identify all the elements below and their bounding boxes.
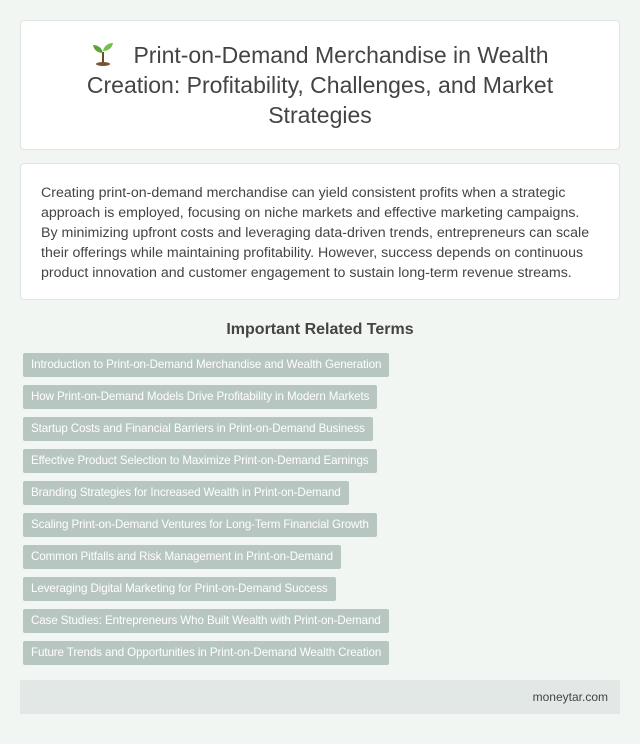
related-term-tag[interactable]: Case Studies: Entrepreneurs Who Built Wealth with Print-on-Demand — [23, 609, 389, 633]
title-card — [20, 20, 620, 150]
related-terms-list — [23, 353, 623, 673]
footer-site-link[interactable]: moneytar.com — [532, 690, 608, 704]
page-title-text: Print-on-Demand Merchandise in Wealth Creation: Profitability, Challenges, and Market Strategies — [86, 42, 554, 128]
related-term-tag[interactable]: Branding Strategies for Increased Wealth in Print-on-Demand — [23, 481, 349, 505]
related-term-tag[interactable]: Future Trends and Opportunities in Print-on-Demand Wealth Creation — [23, 641, 389, 665]
summary-card — [20, 163, 620, 300]
related-term-tag[interactable]: Leveraging Digital Marketing for Print-on-Demand Success — [23, 577, 336, 601]
summary-text: Creating print-on-demand merchandise can yield consistent profits when a strategic approach is employed, focusing on niche markets and effective marketing campaigns. By minimizing upfront costs and leveraging data-driven trends, entrepreneurs can scale their offerings while maintaining profitability. However, success depends on continuous product innovation and customer engagement to sustain long-term revenue streams. — [41, 185, 590, 281]
related-term-tag[interactable]: Common Pitfalls and Risk Management in Print-on-Demand — [23, 545, 341, 569]
related-term-tag[interactable]: Scaling Print-on-Demand Ventures for Long-Term Financial Growth — [23, 513, 377, 537]
related-term-tag[interactable]: Effective Product Selection to Maximize Print-on-Demand Earnings — [23, 449, 377, 473]
related-term-tag[interactable]: Startup Costs and Financial Barriers in Print-on-Demand Business — [23, 417, 373, 441]
sprout-icon — [91, 40, 115, 66]
page-title — [61, 40, 579, 130]
related-term-tag[interactable]: Introduction to Print-on-Demand Merchandise and Wealth Generation — [23, 353, 389, 377]
footer — [20, 680, 620, 714]
related-term-tag[interactable]: How Print-on-Demand Models Drive Profitability in Modern Markets — [23, 385, 377, 409]
related-terms-heading: Important Related Terms — [226, 321, 414, 338]
